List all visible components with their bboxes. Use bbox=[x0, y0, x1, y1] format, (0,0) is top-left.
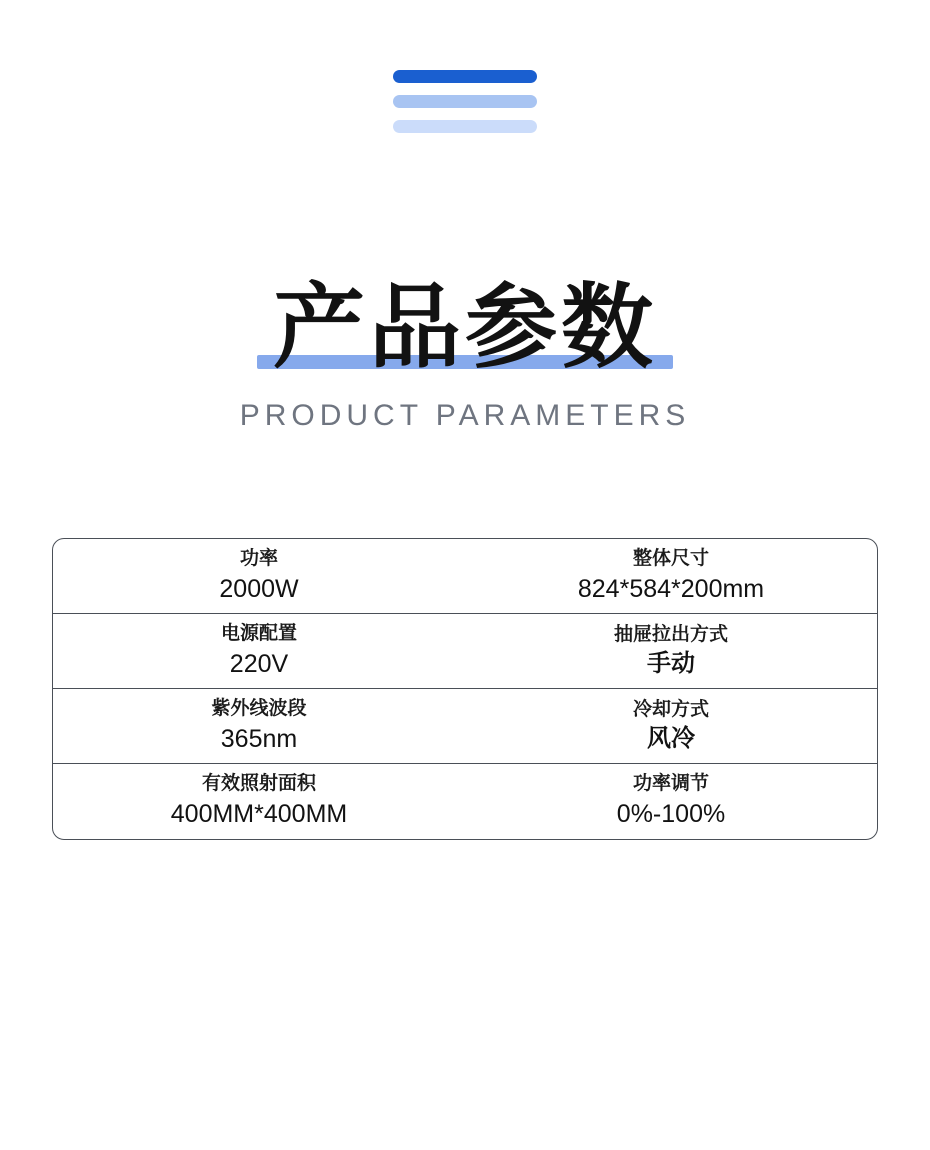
table-row bbox=[53, 764, 877, 839]
param-value: 0%-100% bbox=[616, 800, 726, 829]
accent-bar-light-icon bbox=[393, 120, 537, 133]
param-value: 风冷 bbox=[647, 725, 695, 753]
param-value: 220V bbox=[229, 649, 289, 678]
param-value: 2000W bbox=[219, 574, 299, 603]
table-row bbox=[53, 539, 877, 614]
page-title: 产品参数 bbox=[272, 274, 657, 381]
table-row bbox=[53, 614, 877, 689]
table-cell bbox=[465, 539, 877, 613]
title-cn-holder bbox=[257, 274, 673, 381]
param-label: 功率 bbox=[239, 547, 278, 569]
table-cell bbox=[53, 614, 465, 688]
param-value: 365nm bbox=[220, 724, 298, 753]
table-cell bbox=[53, 689, 465, 763]
table-cell bbox=[465, 614, 877, 688]
param-value: 824*584*200mm bbox=[577, 574, 765, 603]
accent-bar-mid-icon bbox=[393, 95, 537, 108]
accent-bar-dark-icon bbox=[393, 70, 537, 83]
param-label: 功率调节 bbox=[632, 773, 709, 795]
param-label: 有效照射面积 bbox=[201, 773, 316, 795]
param-value: 手动 bbox=[647, 650, 695, 678]
param-label: 整体尺寸 bbox=[632, 547, 709, 569]
table-row bbox=[53, 689, 877, 764]
table-cell bbox=[53, 764, 465, 839]
page-subtitle: PRODUCT PARAMETERS bbox=[239, 398, 691, 432]
page-title-block bbox=[0, 274, 930, 433]
param-label: 冷却方式 bbox=[632, 698, 709, 720]
table-cell bbox=[53, 539, 465, 613]
param-label: 电源配置 bbox=[220, 622, 297, 644]
param-label: 抽屉拉出方式 bbox=[613, 623, 728, 645]
parameters-table bbox=[52, 538, 878, 840]
table-cell bbox=[465, 764, 877, 839]
table-cell bbox=[465, 689, 877, 763]
param-label: 紫外线波段 bbox=[211, 697, 307, 719]
decorative-bars bbox=[0, 70, 930, 133]
param-value: 400MM*400MM bbox=[170, 800, 348, 829]
